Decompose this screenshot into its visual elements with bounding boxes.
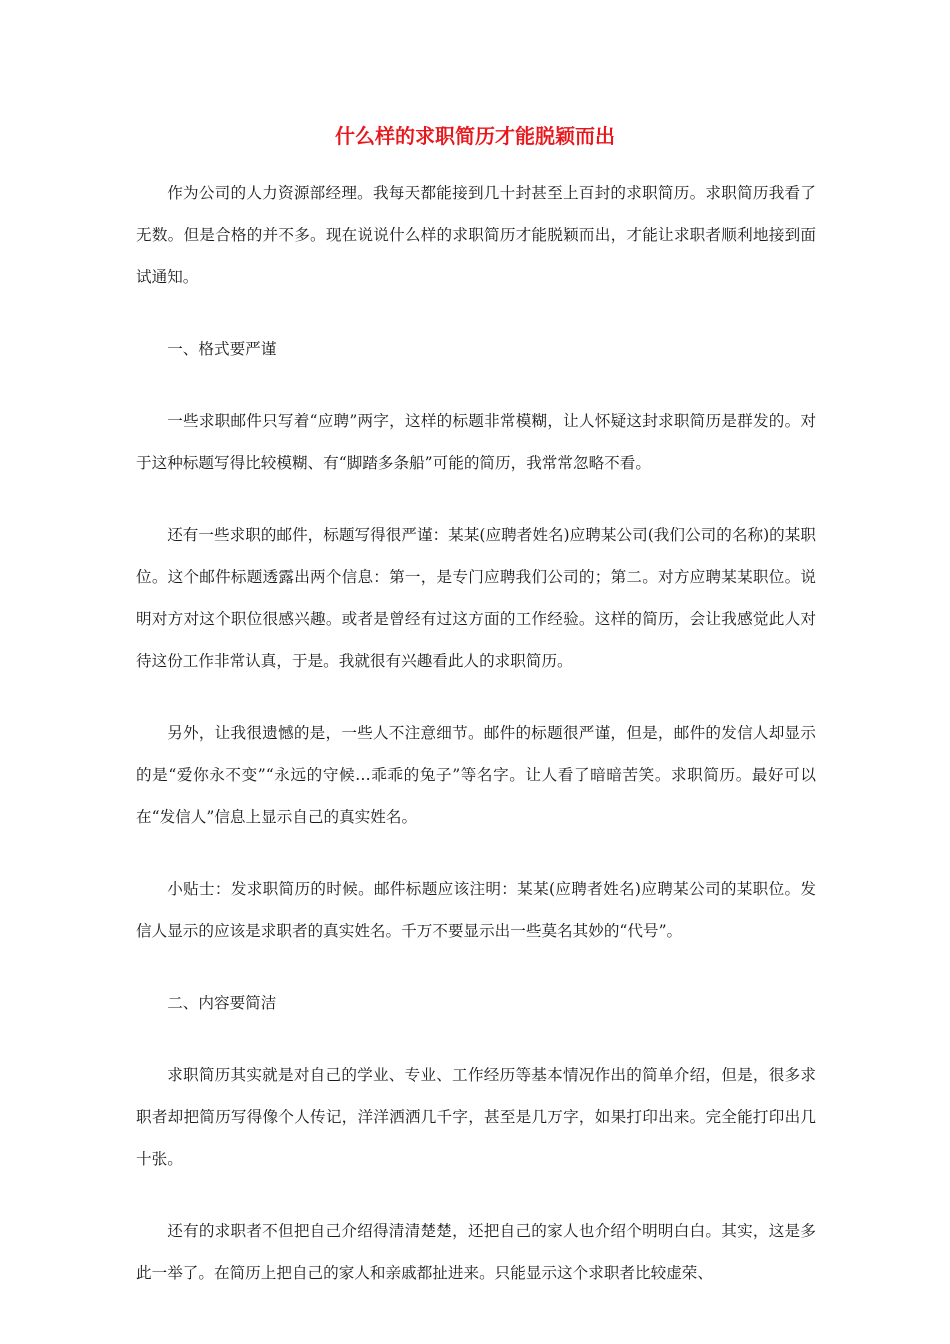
paragraph-rigorous-subject: 还有一些求职的邮件，标题写得很严谨：某某(应聘者姓名)应聘某公司(我们公司的名称)的某职位。这个邮件标题透露出两个信息：第一，是专门应聘我们公司的；第二。对方应聘某某职位。说明对方对这个职位很感兴趣。或者是曾经有过这方面的工作经验。这样的简历，会让我感觉此人对待这份工作非常认真，于是。我就很有兴趣看此人的求职简历。 [136, 526, 816, 670]
paragraph-family-info: 还有的求职者不但把自己介绍得清清楚楚，还把自己的家人也介绍个明明白白。其实，这是多此一举了。在简历上把自己的家人和亲戚都扯进来。只能显示这个求职者比较虚荣、 [136, 1222, 816, 1282]
paragraph-tip: 小贴士：发求职简历的时候。邮件标题应该注明：某某(应聘者姓名)应聘某公司的某职位。发信人显示的应该是求职者的真实姓名。千万不要显示出一些莫名其妙的“代号”。 [136, 880, 816, 940]
paragraph-sender-name: 另外，让我很遗憾的是，一些人不注意细节。邮件的标题很严谨，但是，邮件的发信人却显示的是“爱你永不变”“永远的守候…乖乖的兔子”等名字。让人看了暗暗苦笑。求职简历。最好可以在“发信人”信息上显示自己的真实姓名。 [136, 724, 816, 826]
paragraph-vague-subject: 一些求职邮件只写着“应聘”两字，这样的标题非常模糊，让人怀疑这封求职简历是群发的。对于这种标题写得比较模糊、有“脚踏多条船”可能的简历，我常常忽略不看。 [136, 412, 816, 472]
section-heading-format: 一、格式要严谨 [167, 340, 277, 358]
document-title: 什么样的求职简历才能脱颖而出 [335, 124, 615, 148]
paragraph-intro: 作为公司的人力资源部经理。我每天都能接到几十封甚至上百封的求职简历。求职简历我看了无数。但是合格的并不多。现在说说什么样的求职简历才能脱颖而出，才能让求职者顺利地接到面试通知。 [136, 184, 816, 286]
section-heading-content: 二、内容要简洁 [167, 994, 277, 1012]
paragraph-concise-content: 求职简历其实就是对自己的学业、专业、工作经历等基本情况作出的简单介绍，但是，很多求职者却把简历写得像个人传记，洋洋洒洒几千字，甚至是几万字，如果打印出来。完全能打印出几十张。 [136, 1066, 816, 1168]
document-body [136, 172, 816, 1324]
